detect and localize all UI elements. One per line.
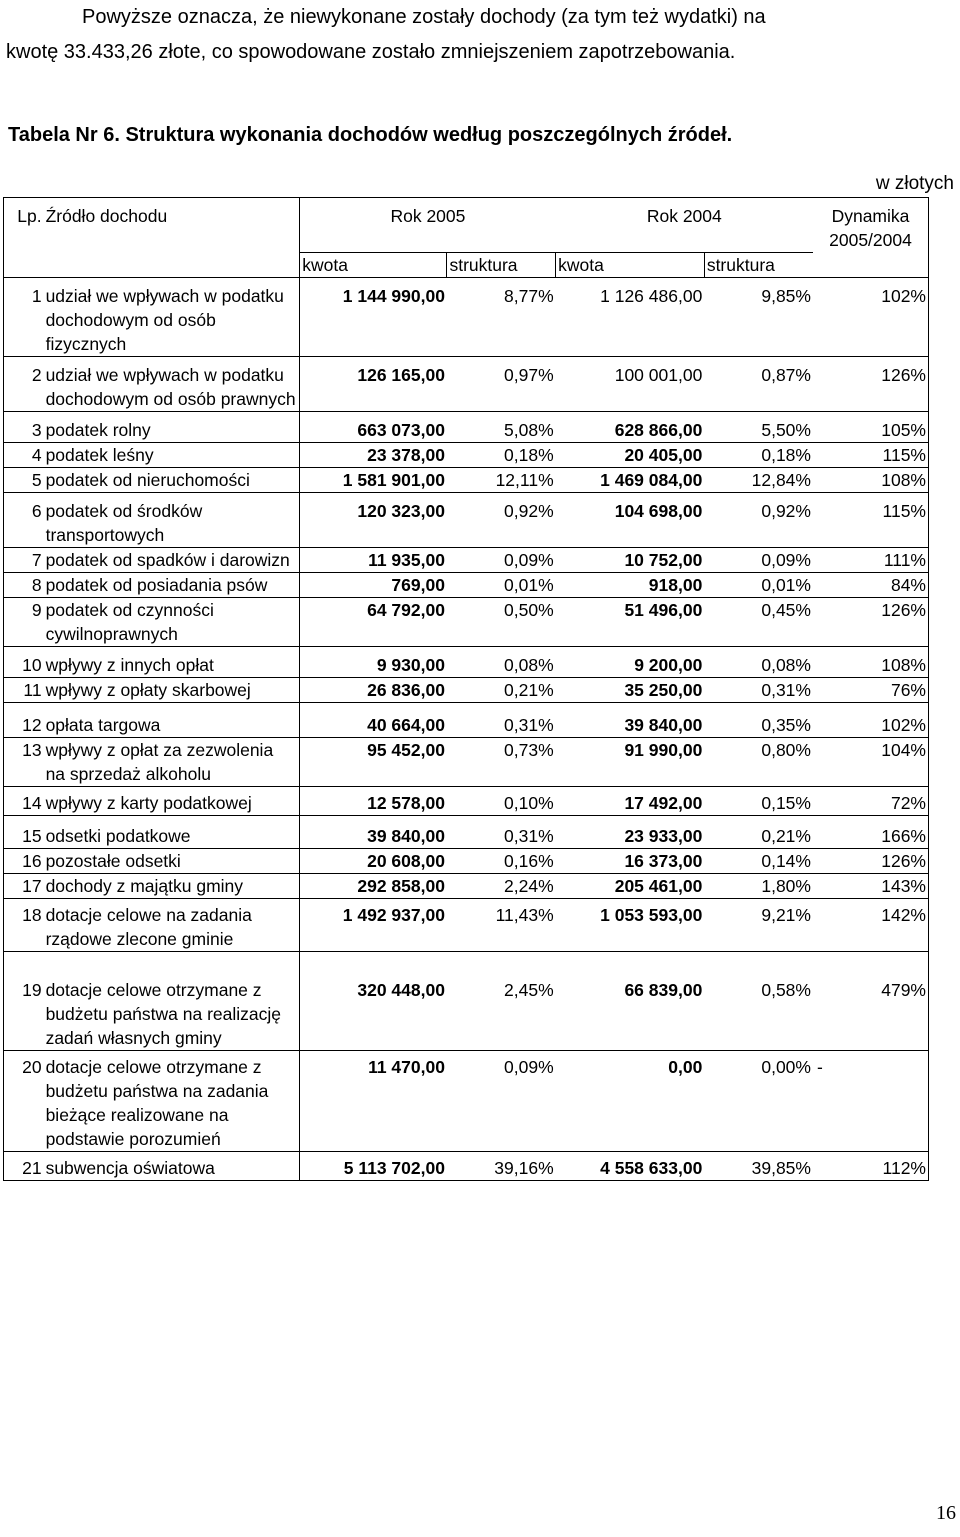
row-source-name: podatek rolny <box>44 411 300 442</box>
row-dynamics: 102% <box>813 277 929 356</box>
row-structure-2005: 0,92% <box>447 492 556 547</box>
row-amount-2005: 320 448,00 <box>300 951 447 1050</box>
row-source-name: wpływy z karty podatkowej <box>44 786 300 815</box>
table-row <box>4 467 929 492</box>
row-structure-2004: 0,80% <box>704 737 813 786</box>
row-dynamics: 126% <box>813 848 929 873</box>
row-dynamics: 142% <box>813 898 929 951</box>
row-dynamics: 126% <box>813 356 929 411</box>
row-lp: 6 <box>4 492 44 547</box>
row-amount-2005: 292 858,00 <box>300 873 447 898</box>
row-structure-2004: 0,58% <box>704 951 813 1050</box>
row-structure-2004: 0,14% <box>704 848 813 873</box>
row-lp: 14 <box>4 786 44 815</box>
row-lp: 2 <box>4 356 44 411</box>
row-source-name: wpływy z opłaty skarbowej <box>44 677 300 702</box>
row-lp: 20 <box>4 1050 44 1151</box>
header-dynamics-line2: 2005/2004 <box>829 230 912 250</box>
intro-line-2: kwotę 33.433,26 złote, co spowodowane zostało zmniejszeniem zapotrzebowania. <box>6 41 736 63</box>
row-lp: 10 <box>4 646 44 677</box>
row-dynamics: 102% <box>813 702 929 737</box>
row-dynamics: 166% <box>813 815 929 848</box>
row-structure-2005: 2,24% <box>447 873 556 898</box>
row-dynamics: 108% <box>813 646 929 677</box>
row-lp: 4 <box>4 442 44 467</box>
header-dynamics <box>813 198 929 253</box>
row-structure-2004: 0,45% <box>704 597 813 646</box>
row-dynamics: 108% <box>813 467 929 492</box>
row-amount-2005: 23 378,00 <box>300 442 447 467</box>
page-number: 16 <box>936 1502 956 1524</box>
row-source-name: dochody z majątku gminy <box>44 873 300 898</box>
row-structure-2004: 9,85% <box>704 277 813 356</box>
row-dynamics: - <box>813 1050 929 1151</box>
row-source-name: dotacje celowe otrzymane z budżetu państwa na zadania bieżące realizowane na podstawie porozumień <box>44 1050 300 1151</box>
row-dynamics: 143% <box>813 873 929 898</box>
row-amount-2004: 1 469 084,00 <box>556 467 705 492</box>
row-dynamics: 84% <box>813 572 929 597</box>
table-row <box>4 1050 929 1151</box>
row-dynamics: 126% <box>813 597 929 646</box>
row-structure-2004: 1,80% <box>704 873 813 898</box>
row-amount-2004: 104 698,00 <box>556 492 705 547</box>
row-source-name: opłata targowa <box>44 702 300 737</box>
table-row <box>4 597 929 646</box>
row-source-name: odsetki podatkowe <box>44 815 300 848</box>
table-row <box>4 356 929 411</box>
row-amount-2005: 95 452,00 <box>300 737 447 786</box>
row-structure-2005: 0,31% <box>447 702 556 737</box>
row-amount-2005: 663 073,00 <box>300 411 447 442</box>
header-struktura-2004: struktura <box>704 252 813 277</box>
row-structure-2004: 0,21% <box>704 815 813 848</box>
row-amount-2004: 4 558 633,00 <box>556 1151 705 1180</box>
row-lp: 11 <box>4 677 44 702</box>
row-amount-2005: 64 792,00 <box>300 597 447 646</box>
row-structure-2004: 12,84% <box>704 467 813 492</box>
table-row <box>4 442 929 467</box>
row-lp: 16 <box>4 848 44 873</box>
row-structure-2005: 0,10% <box>447 786 556 815</box>
intro-line-1: Powyższe oznacza, że niewykonane zostały dochody (za tym też wydatki) na <box>82 6 766 28</box>
row-structure-2005: 0,09% <box>447 547 556 572</box>
row-structure-2005: 11,43% <box>447 898 556 951</box>
row-amount-2004: 35 250,00 <box>556 677 705 702</box>
row-structure-2004: 0,35% <box>704 702 813 737</box>
row-amount-2005: 1 492 937,00 <box>300 898 447 951</box>
row-structure-2005: 0,09% <box>447 1050 556 1151</box>
row-lp: 18 <box>4 898 44 951</box>
row-source-name: wpływy z innych opłat <box>44 646 300 677</box>
header-row-2 <box>4 252 929 277</box>
row-structure-2004: 0,31% <box>704 677 813 702</box>
table-row <box>4 702 929 737</box>
row-source-name: podatek od czynności cywilnoprawnych <box>44 597 300 646</box>
row-amount-2004: 9 200,00 <box>556 646 705 677</box>
table-row <box>4 1151 929 1180</box>
table-row <box>4 677 929 702</box>
row-amount-2005: 9 930,00 <box>300 646 447 677</box>
header-row-1 <box>4 198 929 253</box>
row-structure-2005: 0,18% <box>447 442 556 467</box>
row-lp: 12 <box>4 702 44 737</box>
row-dynamics: 479% <box>813 951 929 1050</box>
row-lp: 21 <box>4 1151 44 1180</box>
row-amount-2005: 126 165,00 <box>300 356 447 411</box>
table-row <box>4 786 929 815</box>
row-amount-2004: 918,00 <box>556 572 705 597</box>
row-amount-2005: 769,00 <box>300 572 447 597</box>
row-structure-2004: 9,21% <box>704 898 813 951</box>
row-source-name: udział we wpływach w podatku dochodowym od osób fizycznych <box>44 277 300 356</box>
row-amount-2004: 23 933,00 <box>556 815 705 848</box>
row-amount-2004: 91 990,00 <box>556 737 705 786</box>
row-structure-2004: 0,15% <box>704 786 813 815</box>
row-lp: 5 <box>4 467 44 492</box>
header-year-2004: Rok 2004 <box>556 198 813 253</box>
table-row <box>4 572 929 597</box>
row-amount-2004: 1 053 593,00 <box>556 898 705 951</box>
header-source: Źródło dochodu <box>44 198 300 253</box>
row-amount-2004: 100 001,00 <box>556 356 705 411</box>
row-amount-2004: 628 866,00 <box>556 411 705 442</box>
table-row <box>4 737 929 786</box>
row-amount-2004: 51 496,00 <box>556 597 705 646</box>
row-structure-2004: 0,18% <box>704 442 813 467</box>
row-lp: 9 <box>4 597 44 646</box>
row-source-name: wpływy z opłat za zezwolenia na sprzedaż alkoholu <box>44 737 300 786</box>
row-structure-2005: 0,08% <box>447 646 556 677</box>
row-amount-2004: 17 492,00 <box>556 786 705 815</box>
row-source-name: pozostałe odsetki <box>44 848 300 873</box>
table-row <box>4 873 929 898</box>
row-amount-2005: 39 840,00 <box>300 815 447 848</box>
header-struktura-2005: struktura <box>447 252 556 277</box>
row-source-name: podatek od posiadania psów <box>44 572 300 597</box>
row-amount-2004: 66 839,00 <box>556 951 705 1050</box>
row-structure-2004: 39,85% <box>704 1151 813 1180</box>
row-amount-2005: 40 664,00 <box>300 702 447 737</box>
row-amount-2005: 26 836,00 <box>300 677 447 702</box>
row-structure-2005: 39,16% <box>447 1151 556 1180</box>
row-structure-2005: 0,50% <box>447 597 556 646</box>
row-dynamics: 111% <box>813 547 929 572</box>
row-lp: 7 <box>4 547 44 572</box>
row-structure-2004: 0,87% <box>704 356 813 411</box>
row-structure-2005: 0,73% <box>447 737 556 786</box>
row-amount-2004: 20 405,00 <box>556 442 705 467</box>
row-structure-2005: 0,16% <box>447 848 556 873</box>
row-amount-2004: 39 840,00 <box>556 702 705 737</box>
row-structure-2005: 0,97% <box>447 356 556 411</box>
table-row <box>4 815 929 848</box>
row-dynamics: 76% <box>813 677 929 702</box>
row-structure-2004: 0,09% <box>704 547 813 572</box>
table-row <box>4 492 929 547</box>
row-structure-2005: 2,45% <box>447 951 556 1050</box>
header-year-2005: Rok 2005 <box>300 198 556 253</box>
row-amount-2005: 5 113 702,00 <box>300 1151 447 1180</box>
header-kwota-2004: kwota <box>556 252 705 277</box>
table-row <box>4 547 929 572</box>
row-structure-2005: 12,11% <box>447 467 556 492</box>
row-lp: 3 <box>4 411 44 442</box>
row-structure-2004: 0,92% <box>704 492 813 547</box>
table-row <box>4 277 929 356</box>
row-structure-2004: 0,08% <box>704 646 813 677</box>
row-source-name: subwencja oświatowa <box>44 1151 300 1180</box>
row-lp: 15 <box>4 815 44 848</box>
intro-paragraph <box>6 0 956 70</box>
row-source-name: dotacje celowe na zadania rządowe zlecone gminie <box>44 898 300 951</box>
row-amount-2005: 1 581 901,00 <box>300 467 447 492</box>
row-structure-2005: 0,21% <box>447 677 556 702</box>
row-lp: 8 <box>4 572 44 597</box>
table-row <box>4 646 929 677</box>
unit-label: w złotych <box>875 173 954 194</box>
row-amount-2005: 20 608,00 <box>300 848 447 873</box>
row-amount-2004: 16 373,00 <box>556 848 705 873</box>
row-dynamics: 115% <box>813 492 929 547</box>
row-lp: 17 <box>4 873 44 898</box>
row-source-name: podatek leśny <box>44 442 300 467</box>
table-title: Tabela Nr 6. Struktura wykonania dochodów według poszczególnych źródeł. <box>8 124 733 146</box>
row-source-name: podatek od spadków i darowizn <box>44 547 300 572</box>
table-row <box>4 411 929 442</box>
row-source-name: dotacje celowe otrzymane z budżetu państwa na realizację zadań własnych gminy <box>44 951 300 1050</box>
income-structure-table <box>3 197 929 1181</box>
row-dynamics: 72% <box>813 786 929 815</box>
header-dynamics-line1: Dynamika <box>831 206 910 226</box>
row-amount-2004: 1 126 486,00 <box>556 277 705 356</box>
row-structure-2004: 0,00% <box>704 1050 813 1151</box>
row-dynamics: 104% <box>813 737 929 786</box>
row-lp: 13 <box>4 737 44 786</box>
row-structure-2005: 0,31% <box>447 815 556 848</box>
row-dynamics: 115% <box>813 442 929 467</box>
row-structure-2005: 5,08% <box>447 411 556 442</box>
header-lp: Lp. <box>4 198 44 253</box>
row-structure-2004: 5,50% <box>704 411 813 442</box>
row-source-name: udział we wpływach w podatku dochodowym od osób prawnych <box>44 356 300 411</box>
row-lp: 1 <box>4 277 44 356</box>
row-amount-2005: 1 144 990,00 <box>300 277 447 356</box>
row-amount-2005: 12 578,00 <box>300 786 447 815</box>
header-kwota-2005: kwota <box>300 252 447 277</box>
row-amount-2005: 120 323,00 <box>300 492 447 547</box>
row-structure-2004: 0,01% <box>704 572 813 597</box>
table-row <box>4 898 929 951</box>
row-amount-2005: 11 470,00 <box>300 1050 447 1151</box>
row-amount-2004: 10 752,00 <box>556 547 705 572</box>
row-amount-2004: 0,00 <box>556 1050 705 1151</box>
row-structure-2005: 8,77% <box>447 277 556 356</box>
row-source-name: podatek od środków transportowych <box>44 492 300 547</box>
row-structure-2005: 0,01% <box>447 572 556 597</box>
row-amount-2004: 205 461,00 <box>556 873 705 898</box>
table-row <box>4 951 929 1050</box>
row-amount-2005: 11 935,00 <box>300 547 447 572</box>
row-dynamics: 112% <box>813 1151 929 1180</box>
row-source-name: podatek od nieruchomości <box>44 467 300 492</box>
row-lp: 19 <box>4 951 44 1050</box>
table-row <box>4 848 929 873</box>
row-dynamics: 105% <box>813 411 929 442</box>
